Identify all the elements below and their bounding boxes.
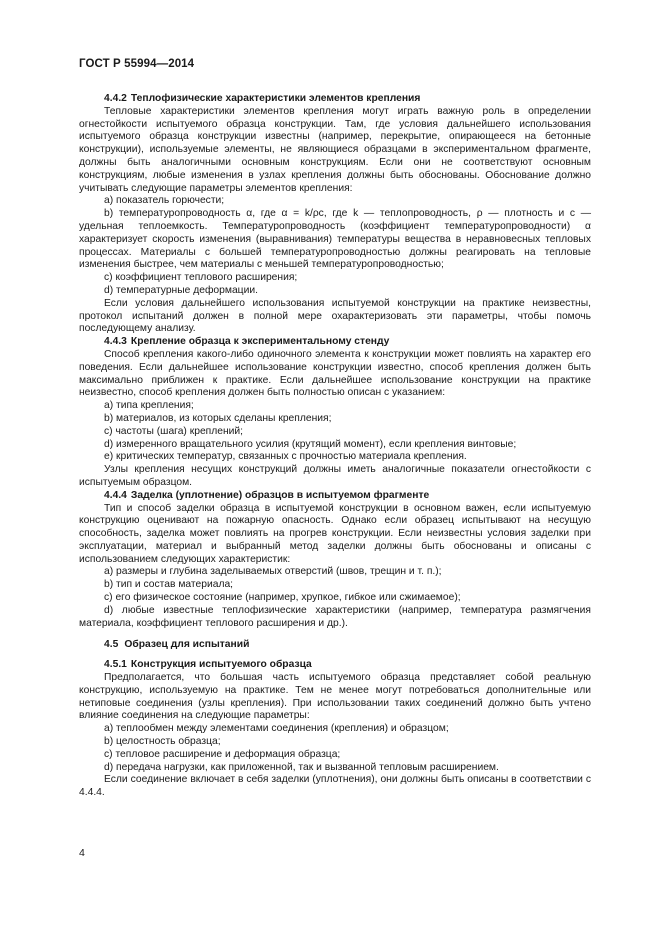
- section-heading: [79, 659, 591, 672]
- paragraph: Узлы крепления несущих конструкций должны иметь аналогичные показатели огнестойкости с испытуемым образцом.: [79, 464, 591, 488]
- paragraph: Если соединение включает в себя заделки (уплотнения), они должны быть описаны в соответствии с 4.4.4.: [79, 774, 591, 799]
- list-item: d) передача нагрузки, как приложенной, так и вызванной тепловым расширением.: [104, 761, 499, 773]
- list-item: c) коэффициент теплового расширения;: [104, 272, 298, 284]
- list-item: c) частоты (шага) креплений;: [104, 425, 244, 437]
- list-item: c) тепловое расширение и деформация образца;: [104, 748, 341, 760]
- list-item: c) его физическое состояние (например, хрупкое, гибкое или сжимаемое);: [104, 592, 461, 604]
- list-item: b) целостность образца;: [104, 736, 221, 748]
- paragraph: Предполагается, что большая часть испытуемого образца представляет собой реальную конструкцию, используемую на практике. Тем не менее могут потребоваться дополнительные или нетиповые соединения (узлы крепления). При использовании таких соединений должно быть учтено влияние соединения на следующие параметры:: [79, 672, 591, 722]
- paragraph: Способ крепления какого-либо одиночного элемента к конструкции может повлиять на характер его поведения. Если дальнейшее использование конструкции известно, способ крепления должен быть максимально приближен к практике. Если дальнейшее использование конструкции на практике неизвестно, способ крепления должен быть полностью описан с указанием:: [79, 348, 591, 399]
- section-number: 4.4.4: [104, 489, 127, 501]
- document-body: [79, 93, 591, 800]
- section-number: 4.5: [104, 639, 119, 651]
- document-header: ГОСТ Р 55994—2014: [79, 58, 195, 70]
- list-item: b) тип и состав материала;: [104, 579, 234, 591]
- section-title: Крепление образца к экспериментальному стенду: [130, 336, 390, 348]
- section-heading: [79, 490, 591, 503]
- section-heading: [79, 639, 591, 652]
- page-number: 4: [79, 847, 85, 859]
- section-number: 4.4.3: [104, 336, 127, 348]
- list-item: а) типа крепления;: [104, 400, 194, 412]
- list-item: а) показатель горючести;: [104, 195, 225, 207]
- paragraph: Тепловые характеристики элементов крепления могут играть важную роль в определении огнестойкости испытуемого образца конструкции. Там, где условия дальнейшего использования испытуемого образца конструкции известны (например, перекрытие, опирающееся на бетонные конструкции), используемые элементы, не являющиеся образцами в экспериментальном фрагменте, должны быть аналогичными основным конструкциям. Если они не соответствуют основным конструкциям, любые изменения в узлах крепления должны быть обоснованы. Обоснование должно учитывать следующие параметры элементов крепления:: [79, 105, 591, 194]
- list-item: e) критических температур, связанных с прочностью материала крепления.: [104, 451, 467, 463]
- list-item: b) температуропроводность α, где α = k/ρc, где k — теплопроводность, ρ — плотность и c — удельная теплоемкость. Температуропроводность (коэффициент температуропроводности) α характеризует скорость изменения (выравнивания) температуры вещества в неравновесных тепловых процессах. Материалы с большей температуропроводностью должны реагировать на тепловые изменения быстрее, чем материалы с меньшей температуропроводностью;: [79, 208, 591, 271]
- section-number: 4.5.1: [104, 659, 127, 671]
- list-item: b) материалов, из которых сделаны крепления;: [104, 412, 332, 424]
- section-title: Конструкция испытуемого образца: [130, 659, 312, 671]
- section-title: Теплофизические характеристики элементов крепления: [130, 93, 421, 104]
- section-heading: [79, 93, 591, 106]
- list-item: а) теплообмен между элементами соединения (крепления) и образцом;: [104, 723, 449, 735]
- section-heading: [79, 336, 591, 349]
- list-item: d) измеренного вращательного усилия (крутящий момент), если крепления винтовые;: [104, 438, 517, 450]
- section-title: Образец для испытаний: [124, 639, 250, 651]
- section-title: Заделка (уплотнение) образцов в испытуемом фрагменте: [130, 489, 430, 501]
- paragraph: Тип и способ заделки образца в испытуемой конструкции в основном важен, если испытуемую конструкцию оценивают на пожарную опасность. Однако если образец испытывают на несущую способность, заделка может повлиять на прогрев конструкции. Если неизвестны условия заделки при эксплуатации, материал и выбранный метод заделки должны быть обоснованы и описаны с использованием следующих характеристик:: [79, 502, 591, 565]
- list-item: а) размеры и глубина заделываемых отверстий (швов, трещин и т. п.);: [104, 566, 442, 578]
- paragraph: Если условия дальнейшего использования испытуемой конструкции на практике неизвестны, протокол испытаний должен в полной мере охарактеризовать эти параметры, чтобы помочь последующему анализу.: [79, 297, 591, 335]
- section-number: 4.4.2: [104, 93, 127, 104]
- list-item: d) любые известные теплофизические характеристики (например, температура размягчения материала, коэффициент теплового расширения и др.).: [79, 604, 591, 629]
- list-item: d) температурные деформации.: [104, 284, 258, 296]
